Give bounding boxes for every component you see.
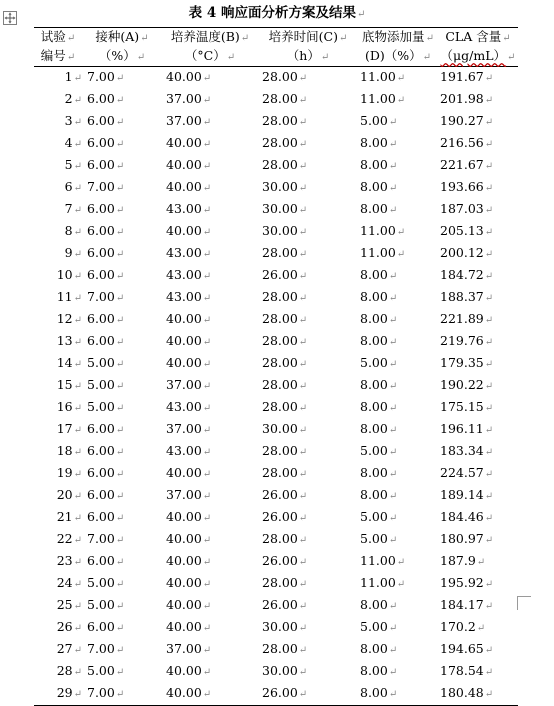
header-cell: (D)（%）↵	[358, 47, 438, 67]
table-cell: 201.98↵	[440, 91, 494, 106]
table-cell: 5.00↵	[87, 575, 125, 590]
table-cell: 6.00↵	[87, 465, 125, 480]
table-row	[34, 265, 518, 287]
table-row	[34, 133, 518, 155]
table-cell: 8.00↵	[360, 597, 398, 612]
table-cell: 37.00↵	[166, 113, 212, 128]
table-caption-text: 表 4 响应面分析方案及结果	[188, 5, 356, 21]
table-cell: 205.13↵	[440, 223, 494, 238]
table-cell: 180.48↵	[440, 685, 494, 700]
table-cell: 184.46↵	[440, 509, 494, 524]
table-cell: 193.66↵	[440, 179, 494, 194]
table-cell: 8.00↵	[360, 377, 398, 392]
table-cell: 30.00↵	[262, 619, 308, 634]
table-cell: 190.27↵	[440, 113, 494, 128]
table-cell: 200.12↵	[440, 245, 494, 260]
table-cell: 28.00↵	[262, 311, 308, 326]
table-cell: 26.00↵	[262, 267, 308, 282]
table-cell: 27↵	[56, 641, 82, 656]
table-cell: 8.00↵	[360, 289, 398, 304]
table-cell: 7.00↵	[87, 531, 125, 546]
page-corner-mark	[517, 596, 531, 610]
table-cell: 5.00↵	[87, 399, 125, 414]
table-cell: 28.00↵	[262, 531, 308, 546]
table-cell: 6.00↵	[87, 91, 125, 106]
table-row	[34, 617, 518, 639]
table-row	[34, 199, 518, 221]
table-cell: 28.00↵	[262, 289, 308, 304]
table-cell: 11.00↵	[360, 245, 406, 260]
table-cell: 7.00↵	[87, 179, 125, 194]
table-cell: 11.00↵	[360, 223, 406, 238]
table-cell: 7.00↵	[87, 289, 125, 304]
table-cell: 8↵	[64, 223, 82, 238]
table-cell: 9↵	[64, 245, 82, 260]
table-cell: 43.00↵	[166, 201, 212, 216]
table-cell: 6.00↵	[87, 421, 125, 436]
table-cell: 15↵	[56, 377, 82, 392]
table-cell: 6.00↵	[87, 267, 125, 282]
table-row	[34, 529, 518, 551]
table-cell: 8.00↵	[360, 135, 398, 150]
table-cell: 43.00↵	[166, 443, 212, 458]
table-cell: 7.00↵	[87, 641, 125, 656]
table-cell: 37.00↵	[166, 91, 212, 106]
table-cell: 30.00↵	[262, 179, 308, 194]
table-row	[34, 573, 518, 595]
table-cell: 43.00↵	[166, 267, 212, 282]
table-cell: 221.67↵	[440, 157, 494, 172]
table-cell: 40.00↵	[166, 597, 212, 612]
table-cell: 40.00↵	[166, 179, 212, 194]
table-cell: 30.00↵	[262, 223, 308, 238]
table-row	[34, 397, 518, 419]
table-header-row	[34, 47, 518, 67]
table-cell: 8.00↵	[360, 685, 398, 700]
table-cell: 40.00↵	[166, 157, 212, 172]
table-cell: 190.22↵	[440, 377, 494, 392]
table-row	[34, 221, 518, 243]
table-cell: 6.00↵	[87, 223, 125, 238]
table-cell: 16↵	[56, 399, 82, 414]
table-cell: 11.00↵	[360, 69, 406, 84]
table-row	[34, 331, 518, 353]
table-cell: 19↵	[56, 465, 82, 480]
table-cell: 40.00↵	[166, 509, 212, 524]
table-cell: 8.00↵	[360, 311, 398, 326]
table-cell: 28.00↵	[262, 333, 308, 348]
table-cell: 40.00↵	[166, 553, 212, 568]
table-cell: 28.00↵	[262, 245, 308, 260]
table-cell: 8.00↵	[360, 421, 398, 436]
table-cell: 28↵	[56, 663, 82, 678]
table-cell: 184.72↵	[440, 267, 494, 282]
table-cell: 37.00↵	[166, 377, 212, 392]
table-cell: 13↵	[56, 333, 82, 348]
table-cell: 8.00↵	[360, 179, 398, 194]
table-cell: 22↵	[56, 531, 82, 546]
table-row	[34, 287, 518, 309]
table-cell: 5.00↵	[360, 509, 398, 524]
table-cell: 6.00↵	[87, 157, 125, 172]
header-cell: （μg/mL）↵	[438, 47, 518, 67]
table-cell: 28.00↵	[262, 641, 308, 656]
table-cell: 8.00↵	[360, 267, 398, 282]
table-row	[34, 177, 518, 199]
table-cell: 7.00↵	[87, 69, 125, 84]
response-surface-table[interactable]	[34, 27, 518, 706]
table-cell: 28.00↵	[262, 113, 308, 128]
header-cell: 试验↵	[40, 29, 76, 44]
table-row	[34, 507, 518, 529]
table-cell: 28.00↵	[262, 465, 308, 480]
header-cell: CLA 含量↵	[445, 29, 511, 44]
table-caption	[0, 4, 554, 24]
table-cell: 5.00↵	[360, 113, 398, 128]
table-cell: 11.00↵	[360, 553, 406, 568]
table-cell: 5.00↵	[360, 355, 398, 370]
header-cell: 底物添加量↵	[362, 29, 434, 44]
header-cell: 接种(A)↵	[95, 29, 149, 44]
table-cell: 40.00↵	[166, 531, 212, 546]
table-cell: 6.00↵	[87, 113, 125, 128]
table-cell: 26↵	[56, 619, 82, 634]
table-cell: 5.00↵	[360, 443, 398, 458]
table-cell: 7.00↵	[87, 685, 125, 700]
table-cell: 28.00↵	[262, 69, 308, 84]
table-cell: 194.65↵	[440, 641, 494, 656]
table-body	[34, 67, 518, 706]
table-cell: 26.00↵	[262, 597, 308, 612]
table-cell: 188.37↵	[440, 289, 494, 304]
table-cell: 5.00↵	[87, 377, 125, 392]
table-cell: 11.00↵	[360, 91, 406, 106]
table-cell: 18↵	[56, 443, 82, 458]
table-cell: 184.17↵	[440, 597, 494, 612]
table-cell: 17↵	[56, 421, 82, 436]
table-cell: 20↵	[56, 487, 82, 502]
table-cell: 28.00↵	[262, 443, 308, 458]
table-row	[34, 111, 518, 133]
table-cell: 183.34↵	[440, 443, 494, 458]
table-cell: 14↵	[56, 355, 82, 370]
table-row	[34, 551, 518, 573]
table-cell: 26.00↵	[262, 509, 308, 524]
table-cell: 6.00↵	[87, 443, 125, 458]
table-cell: 28.00↵	[262, 157, 308, 172]
table-cell: 28.00↵	[262, 399, 308, 414]
table-cell: 6.00↵	[87, 333, 125, 348]
paragraph-mark-icon: ↵	[356, 9, 366, 20]
table-cell: 6.00↵	[87, 487, 125, 502]
table-cell: 8.00↵	[360, 641, 398, 656]
table-cell: 43.00↵	[166, 289, 212, 304]
table-row	[34, 353, 518, 375]
table-cell: 40.00↵	[166, 619, 212, 634]
table-cell: 40.00↵	[166, 223, 212, 238]
table-cell: 5.00↵	[87, 597, 125, 612]
table-cell: 24↵	[56, 575, 82, 590]
table-cell: 7↵	[64, 201, 82, 216]
table-cell: 28.00↵	[262, 377, 308, 392]
table-cell: 221.89↵	[440, 311, 494, 326]
table-cell: 187.03↵	[440, 201, 494, 216]
table-cell: 3↵	[64, 113, 82, 128]
table-cell: 5↵	[64, 157, 82, 172]
header-cell: 编号↵	[34, 47, 82, 67]
table-row	[34, 661, 518, 683]
table-cell: 28.00↵	[262, 355, 308, 370]
table-cell: 40.00↵	[166, 575, 212, 590]
table-cell: 40.00↵	[166, 69, 212, 84]
table-row	[34, 441, 518, 463]
header-cell: （h）↵	[258, 47, 358, 67]
table-cell: 21↵	[56, 509, 82, 524]
table-cell: 175.15↵	[440, 399, 494, 414]
table-row	[34, 67, 518, 90]
table-cell: 28.00↵	[262, 91, 308, 106]
table-cell: 8.00↵	[360, 333, 398, 348]
table-cell: 12↵	[56, 311, 82, 326]
table-cell: 6.00↵	[87, 553, 125, 568]
table-cell: 23↵	[56, 553, 82, 568]
table-header-row	[34, 28, 518, 48]
table-cell: 195.92↵	[440, 575, 494, 590]
table-cell: 216.56↵	[440, 135, 494, 150]
table-row	[34, 89, 518, 111]
table-cell: 40.00↵	[166, 311, 212, 326]
table-cell: 6↵	[64, 179, 82, 194]
table-cell: 6.00↵	[87, 201, 125, 216]
table-cell: 191.67↵	[440, 69, 494, 84]
table-cell: 26.00↵	[262, 685, 308, 700]
table-cell: 8.00↵	[360, 399, 398, 414]
table-cell: 224.57↵	[440, 465, 494, 480]
table-cell: 37.00↵	[166, 487, 212, 502]
table-cell: 29↵	[56, 685, 82, 700]
table-cell: 170.2↵	[440, 619, 486, 634]
table-cell: 6.00↵	[87, 509, 125, 524]
table-cell: 8.00↵	[360, 663, 398, 678]
table-row	[34, 595, 518, 617]
table-cell: 219.76↵	[440, 333, 494, 348]
table-cell: 8.00↵	[360, 201, 398, 216]
table-cell: 6.00↵	[87, 311, 125, 326]
table-cell: 10↵	[56, 267, 82, 282]
table-row	[34, 463, 518, 485]
table-cell: 26.00↵	[262, 553, 308, 568]
table-cell: 37.00↵	[166, 421, 212, 436]
table-cell: 6.00↵	[87, 245, 125, 260]
table-cell: 6.00↵	[87, 619, 125, 634]
table-cell: 30.00↵	[262, 663, 308, 678]
table-cell: 43.00↵	[166, 399, 212, 414]
table-cell: 28.00↵	[262, 575, 308, 590]
table-cell: 26.00↵	[262, 487, 308, 502]
table-cell: 28.00↵	[262, 135, 308, 150]
table-cell: 43.00↵	[166, 245, 212, 260]
table-cell: 5.00↵	[360, 619, 398, 634]
table-cell: 40.00↵	[166, 333, 212, 348]
table-cell: 179.35↵	[440, 355, 494, 370]
table-cell: 37.00↵	[166, 641, 212, 656]
table-row	[34, 485, 518, 507]
table-cell: 11.00↵	[360, 575, 406, 590]
table-cell: 180.97↵	[440, 531, 494, 546]
table-cell: 40.00↵	[166, 663, 212, 678]
table-row	[34, 639, 518, 661]
table-cell: 8.00↵	[360, 157, 398, 172]
table-cell: 196.11↵	[440, 421, 494, 436]
table-cell: 189.14↵	[440, 487, 494, 502]
table-row	[34, 243, 518, 265]
table-cell: 8.00↵	[360, 487, 398, 502]
header-cell: 培养时间(C)↵	[268, 29, 348, 44]
table-cell: 40.00↵	[166, 135, 212, 150]
table-cell: 40.00↵	[166, 685, 212, 700]
table-cell: 30.00↵	[262, 201, 308, 216]
table-row	[34, 309, 518, 331]
table-cell: 187.9↵	[440, 553, 486, 568]
header-cell: 培养温度(B)↵	[170, 29, 250, 44]
table-cell: 40.00↵	[166, 465, 212, 480]
table-cell: 30.00↵	[262, 421, 308, 436]
table-cell: 8.00↵	[360, 465, 398, 480]
table-cell: 40.00↵	[166, 355, 212, 370]
table-cell: 5.00↵	[87, 663, 125, 678]
header-cell: （%）↵	[82, 47, 162, 67]
table-cell: 5.00↵	[360, 531, 398, 546]
table-row	[34, 419, 518, 441]
table-cell: 178.54↵	[440, 663, 494, 678]
table-row	[34, 375, 518, 397]
table-cell: 6.00↵	[87, 135, 125, 150]
table-cell: 1↵	[64, 69, 82, 84]
table-cell: 5.00↵	[87, 355, 125, 370]
header-cell: （°C）↵	[162, 47, 258, 67]
table-cell: 2↵	[64, 91, 82, 106]
table-cell: 4↵	[64, 135, 82, 150]
table-cell: 25↵	[56, 597, 82, 612]
table-cell: 11↵	[56, 289, 82, 304]
table-row	[34, 683, 518, 706]
table-row	[34, 155, 518, 177]
